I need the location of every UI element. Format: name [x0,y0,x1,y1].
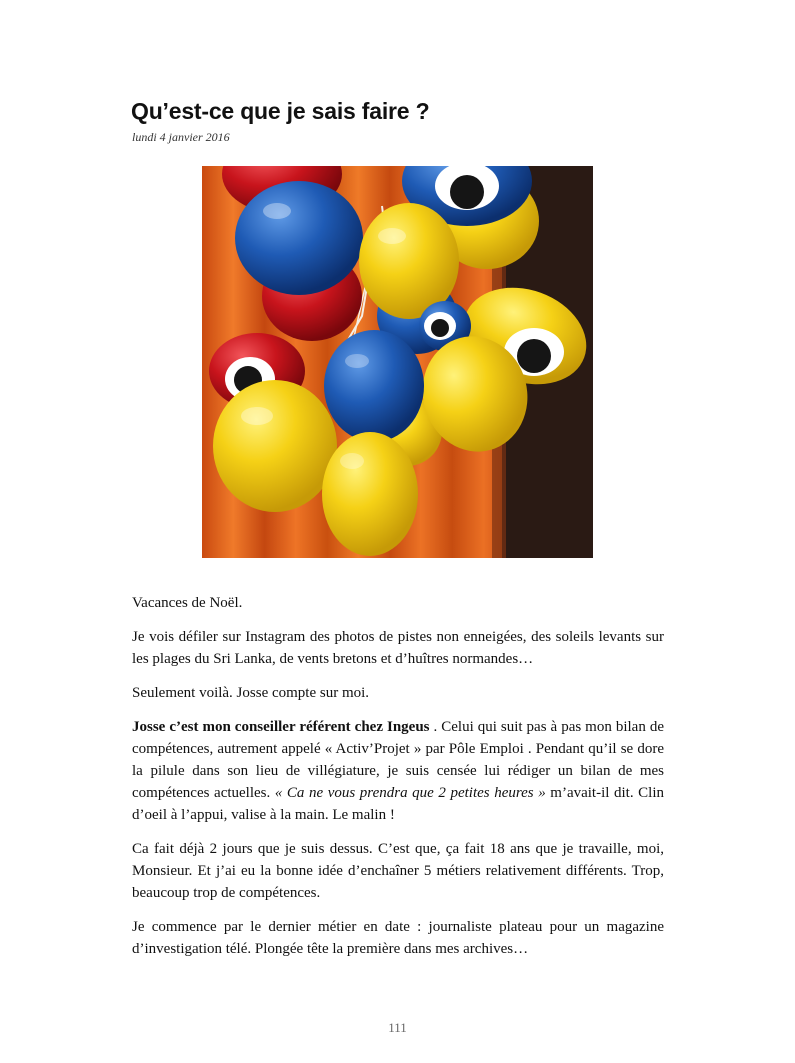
paragraph-4-text-2: m’avait-il dit. Clin d’oeil à l’appui, valise à la main. Le malin ! [132,785,664,823]
advisor-quote: « Ca ne vous prendra que 2 petites heures » [274,785,546,801]
advisor-highlight: Josse c’est mon conseiller référent chez Ingeus [132,719,430,735]
article-body [132,592,664,972]
paragraph-5: Ca fait déjà 2 jours que je suis dessus. C’est que, ça fait 18 ans que je travaille, moi, Monsieur. Et j’ai eu la bonne idée d’enchaîner 5 métiers relativement différents. Trop, beaucoup trop de compétences. [132,841,664,901]
paragraph-6: Je commence par le dernier métier en date : journaliste plateau pour un magazine d’investigation télé. Plongée tête la première dans mes archives… [132,919,664,957]
article-title: Qu’est-ce que je sais faire ? [131,98,430,124]
paragraph-1: Vacances de Noël. [132,595,243,611]
article-date: lundi 4 janvier 2016 [132,130,230,144]
page-number: 111 [388,1020,407,1035]
paragraph-4-text-1: . Celui qui suit pas à pas mon bilan de compétences, autrement appelé « Activ’Projet » par Pôle Emploi . Pendant qu’il se dore la pilule dans son lieu de villégiature, je suis censée lui rédiger un bilan de mes compétences actuelles. [132,719,664,801]
paragraph-3: Seulement voilà. Josse compte sur moi. [132,685,370,701]
balloons-photo [202,166,593,558]
paragraph-4 [132,716,664,826]
paragraph-2: Je vois défiler sur Instagram des photos de pistes non enneigées, des soleils levants sur les plages du Sri Lanka, de vents bretons et d’huîtres normandes… [132,629,664,667]
